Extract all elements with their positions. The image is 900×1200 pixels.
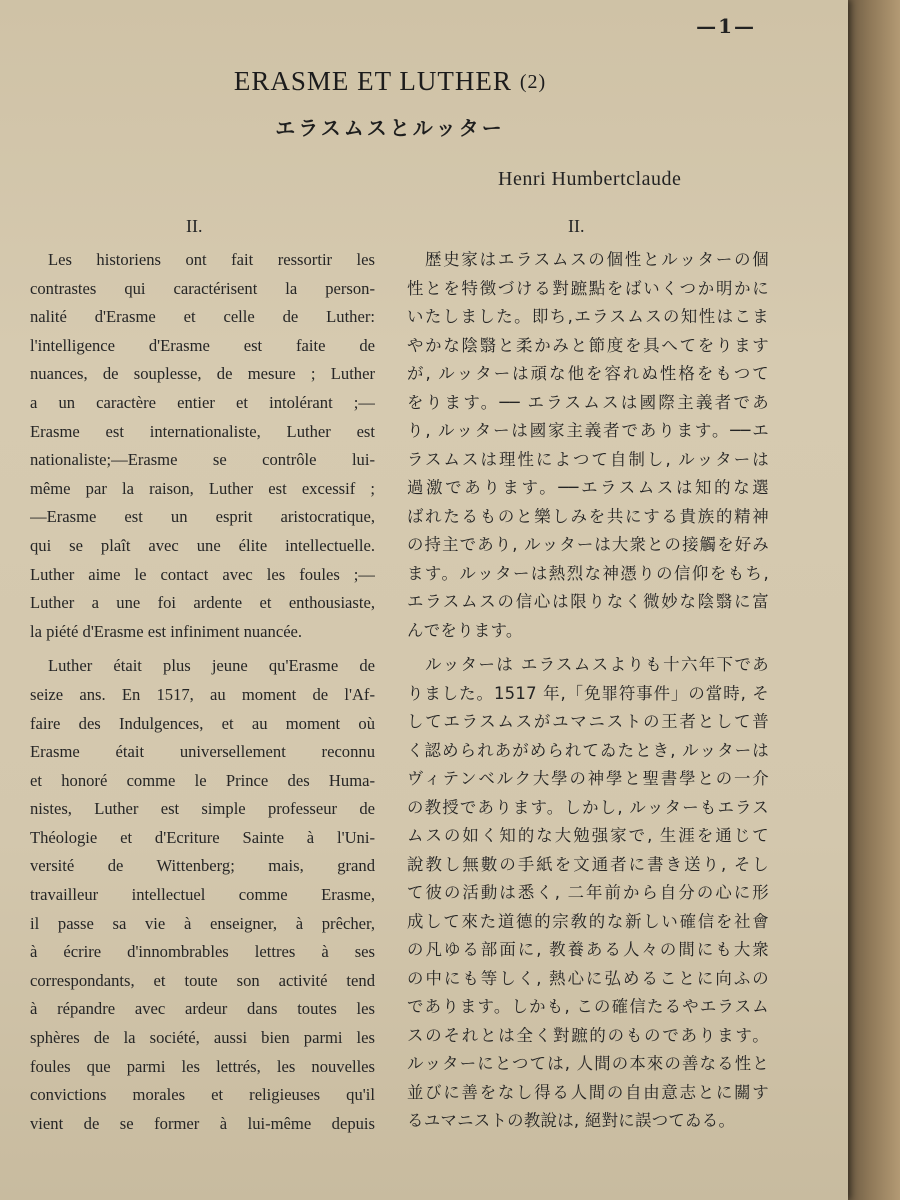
- text-line: やかな陰翳と柔かみと節度を具へてをります: [407, 335, 769, 355]
- text-line: à répandre avec ardeur dans toutes les: [30, 999, 375, 1019]
- text-line: Erasme est internationaliste, Luther est: [30, 421, 375, 441]
- text-line: 並びに善をなし得る人間の自由意志とに關す: [407, 1082, 769, 1102]
- text-line: Théologie et d'Ecriture Sainte à l'Uni-: [30, 827, 375, 847]
- text-line: 性とを特徴づける對蹠點をばいくつか明かに: [407, 278, 769, 298]
- text-line: Erasme était universellement reconnu: [30, 742, 375, 762]
- text-line: スのそれとは全く對蹠的のものであります。: [407, 1025, 769, 1045]
- text-line: même par la raison, Luther est excessif ;: [30, 478, 375, 498]
- text-line: Luther aime le contact avec les foules ;—: [30, 564, 375, 584]
- text-line: travailleur intellectuel comme Erasme,: [30, 885, 375, 905]
- text-line: りました。1517 年,「免罪符事件」の當時, そ: [407, 683, 769, 703]
- section-heading-french: II.: [186, 216, 203, 236]
- text-line: が, ルッターは頑な他を容れぬ性格をもつて: [407, 364, 769, 383]
- text-line: la piété d'Erasme est infiniment nuancée.: [30, 621, 303, 641]
- text-line: ラスムスは理性によつて自制し, ルッターは: [407, 449, 769, 469]
- text-line: correspondants, et toute son activité tend: [30, 970, 375, 990]
- text-line: a un caractère entier et intolérant ;—: [30, 392, 375, 412]
- french-text-column: [30, 246, 375, 1138]
- text-line: il passe sa vie à enseigner, à prêcher,: [30, 913, 375, 933]
- text-line: Luther a une foi ardente et enthousiaste,: [30, 593, 375, 613]
- text-line: エラスムスの信心は限りなく微妙な陰翳に富: [407, 592, 769, 611]
- text-line: nalité d'Erasme et celle de Luther:: [30, 307, 375, 327]
- section-heading-japanese: II.: [568, 216, 585, 236]
- text-line: の凡ゆる部面に, 教養ある人々の間にも大衆: [407, 940, 769, 959]
- text-line: んでをります。: [407, 620, 523, 640]
- text-line: ばれたるものと樂しみを共にする貴族的精神: [407, 506, 769, 526]
- text-line: 成して來た道德的宗敎的な新しい確信を社會: [407, 911, 769, 931]
- text-line: 說教し無數の手紙を文通者に書き送り, そし: [407, 854, 769, 874]
- text-line: nistes, Luther est simple professeur de: [30, 799, 375, 819]
- text-line: ヴィテンベルク大學の神學と聖書學との一介: [407, 769, 769, 788]
- text-line: foules que parmi les lettrés, les nouvelles: [30, 1056, 375, 1076]
- text-line: いたしました。即ち,エラスムスの知性はこま: [407, 307, 769, 326]
- title-part-number: (2): [519, 71, 547, 93]
- title-text: ERASME ET LUTHER: [233, 66, 512, 96]
- text-line: Les historiens ont fait ressortir les: [48, 250, 375, 269]
- text-line: convictions morales et religieuses qu'il: [30, 1085, 375, 1105]
- text-line: qui se plaît avec une élite intellectuelle.: [30, 535, 375, 555]
- text-line: ムスの如く知的な大勉强家で, 生涯を通じて: [407, 826, 769, 845]
- text-line: であります。しかも, この確信たるやエラスム: [407, 997, 769, 1016]
- article-title: [0, 66, 780, 97]
- text-line: contrastes qui caractérisent la person-: [30, 278, 375, 298]
- japanese-text-column: [407, 246, 769, 1136]
- text-line: り, ルッターは國家主義者であります。──エ: [407, 421, 769, 440]
- text-line: 過激であります。──エラスムスは知的な選: [407, 478, 769, 497]
- text-line: て彼の活動は悉く, 二年前から自分の心に形: [407, 883, 769, 902]
- text-line: vient de se former à lui-même depuis: [30, 1113, 375, 1133]
- page-number: —1—: [696, 14, 756, 38]
- author-name: Henri Humbertclaude: [498, 168, 682, 190]
- text-line: nuances, de souplesse, de mesure ; Luther: [30, 364, 375, 384]
- text-line: ます。ルッターは熱烈な神憑りの信仰をもち,: [407, 563, 769, 583]
- japanese-title: エラスムスとルッター: [275, 116, 505, 140]
- text-line: et honoré comme le Prince des Huma-: [30, 770, 375, 790]
- text-line: à écrire d'innombrables lettres à ses: [30, 942, 375, 962]
- text-line: Luther était plus jeune qu'Erasme de: [48, 656, 375, 676]
- text-line: をります。── エラスムスは國際主義者であ: [407, 392, 769, 412]
- text-line: ルッターにとつては, 人間の本來の善なる性と: [407, 1054, 769, 1073]
- text-line: faire des Indulgences, et au moment où: [30, 713, 375, 733]
- text-line: してエラスムスがユマニストの王者として普: [407, 712, 769, 731]
- text-line: nationaliste;—Erasme se contrôle lui-: [30, 450, 375, 470]
- text-line: く認められあがめられてゐたとき, ルッターは: [407, 740, 769, 760]
- text-line: ルッターは エラスムスよりも十六年下であ: [425, 655, 769, 674]
- text-line: sphères de la société, aussi bien parmi les: [30, 1028, 375, 1048]
- binding-edge: [848, 0, 900, 1200]
- text-line: の持主であり, ルッターは大衆との接觸を好み: [407, 535, 769, 554]
- text-line: 歴史家はエラスムスの個性とルッターの個: [425, 250, 769, 269]
- text-line: の教授であります。しかし, ルッターもエラス: [407, 797, 769, 817]
- text-line: の中にも等しく, 熱心に弘めることに向ふの: [407, 968, 769, 988]
- text-line: versité de Wittenberg; mais, grand: [30, 856, 375, 876]
- text-line: seize ans. En 1517, au moment de l'Af-: [30, 684, 375, 704]
- text-line: るユマニストの教說は, 絕對に誤つてゐる。: [407, 1111, 736, 1130]
- text-line: l'intelligence d'Erasme est faite de: [30, 335, 375, 355]
- text-line: —Erasme est un esprit aristocratique,: [30, 507, 375, 527]
